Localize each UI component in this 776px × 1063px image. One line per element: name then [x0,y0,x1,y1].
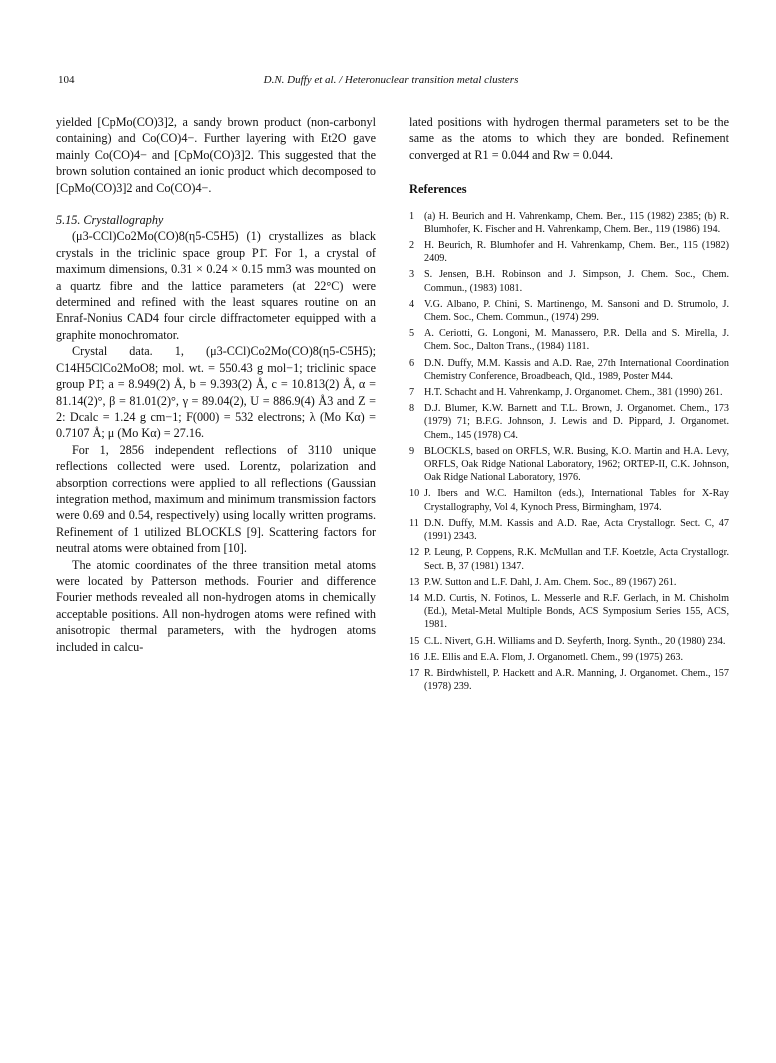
reference-number: 1 [409,210,415,222]
reference-number: 9 [409,445,415,457]
reference-item [409,239,729,265]
reference-text: V.G. Albano, P. Chini, S. Martinengo, M. Sansoni and D. Strumolo, J. Chem. Soc., Chem. Commun., (1974) 299. [424,298,729,324]
reference-text: P. Leung, P. Coppens, R.K. McMullan and T.F. Koetzle, Acta Crystallogr. Sect. B, 37 (1981) 1347. [424,547,729,572]
reference-text: P.W. Sutton and L.F. Dahl, J. Am. Chem. Soc., 89 (1967) 261. [424,576,677,588]
reference-text: J.E. Ellis and E.A. Flom, J. Organometl. Chem., 99 (1975) 263. [424,651,684,663]
reference-number: 15 [409,635,420,647]
body-paragraph: For 1, 2856 independent reflections of 3110 unique reflections collected were used. Lorentz, polarization and absorption corrections were applied to all reflections (Gaussian integration method, maximum and minimum transmission factors were 0.69 and 0.54, respectively) using locally written programs. Refinement of 1 utilized BLOCKLS [9]. Scattering factors for neutral atoms were obtained from [10]. [56,442,376,556]
section-title: 5.15. Crystallography [56,213,164,228]
reference-text: (a) H. Beurich and H. Vahrenkamp, Chem. Ber., 115 (1982) 2385; (b) R. Blumhofer, K. Fischer and H. Vahrenkamp, Chem. Ber., 119 (1986) 194. [424,210,729,235]
reference-item [409,667,729,693]
reference-text: H.T. Schacht and H. Vahrenkamp, J. Organomet. Chem., 381 (1990) 261. [424,387,723,399]
reference-text: H. Beurich, R. Blumhofer and H. Vahrenkamp, Chem. Ber., 115 (1982) 2409. [424,240,729,265]
reference-list [409,210,729,694]
reference-item [409,386,729,399]
reference-item [409,357,729,383]
body-paragraph: The atomic coordinates of the three transition metal atoms were located by Patterson methods. Fourier and difference Fourier methods revealed all non-hydrogen atoms in chemically acceptable positions. All non-hydrogen atoms were refined with anisotropic thermal parameters, with the hydrogen atoms included in calcu- [56,557,376,654]
page-header [56,74,726,92]
reference-number: 4 [409,298,415,310]
reference-item [409,210,729,236]
reference-item [409,546,729,572]
reference-item [409,635,729,648]
reference-number: 8 [409,403,415,415]
reference-item [409,298,729,324]
reference-item [409,517,729,543]
page-number: 104 [58,74,75,86]
reference-number: 5 [409,328,415,340]
reference-item [409,327,729,353]
reference-text: M.D. Curtis, N. Fotinos, L. Messerle and R.F. Gerlach, in M. Chisholm (Ed.), Metal-Metal Multiple Bonds, ACS Symposium Series 155, ACS, 1981. [424,592,729,631]
reference-number: 12 [409,547,420,559]
body-paragraph: yielded [CpMo(CO)3]2, a sandy brown product (non-carbonyl containing) and Co(CO)4−. Further layering with Et2O gave mainly Co(CO)4− and [CpMo(CO)3]2. This suggested that the brown solution contained an ionic product which decomposed to [CpMo(CO)3]2 and Co(CO)4−. [56,115,376,195]
reference-item [409,402,729,442]
references-heading: References [409,182,467,197]
reference-text: D.J. Blumer, K.W. Barnett and T.L. Brown, J. Organomet. Chem., 173 (1979) 71; B.F.G. Johnson, J. Lewis and D. Pippard, J. Organomet. Chem., 145 (1978) C4. [424,403,729,441]
reference-text: D.N. Duffy, M.M. Kassis and A.D. Rae, Acta Crystallogr. Sect. C, 47 (1991) 2343. [424,517,729,543]
reference-item [409,268,729,294]
reference-number: 11 [409,517,419,529]
reference-number: 13 [409,576,420,588]
reference-number: 17 [409,667,420,679]
reference-number: 7 [409,387,415,399]
reference-item [409,487,729,513]
reference-number: 16 [409,651,420,663]
left-column [56,114,376,655]
reference-number: 6 [409,357,415,369]
reference-item [409,592,729,632]
reference-text: D.N. Duffy, M.M. Kassis and A.D. Rae, 27th International Coordination Chemistry Conference, Broadbeach, Qld., 1989, Poster M44. [424,357,729,382]
reference-item [409,576,729,589]
reference-number: 3 [409,269,415,281]
reference-number: 10 [409,488,420,500]
body-paragraph: Crystal data. 1, (μ3-CCl)Co2Mo(CO)8(η5-C5H5); C14H5ClCo2MoO8; mol. wt. = 550.43 g mol−1; triclinic space group P1̄; a = 8.949(2) Å, b = 9.393(2) Å, c = 10.813(2) Å, α = 81.14(2)°, β = 81.01(2)°, γ = 89.04(2), U = 886.9(4) Å3 and Z = 2: Dcalc = 1.24 g cm−1; F(000) = 532 electrons; λ (Mo Kα) = 0.7107 Å; μ (Mo Kα) = 27.16. [56,344,376,441]
reference-item [409,445,729,485]
right-column [409,114,729,696]
reference-text: BLOCKLS, based on ORFLS, W.R. Busing, K.O. Martin and H.A. Levy, ORFLS, Oak Ridge National Laboratory, 1962; ORTEP-II, C.K. Johnson, Oak Ridge National Laboratory, 1976. [424,445,729,484]
running-head: D.N. Duffy et al. / Heteronuclear transition metal clusters [263,74,519,86]
body-paragraph: lated positions with hydrogen thermal parameters set to be the same as the atoms to which they are bonded. Refinement converged at R1 = 0.044 and Rw = 0.044. [409,115,729,162]
reference-text: R. Birdwhistell, P. Hackett and A.R. Manning, J. Organomet. Chem., 157 (1978) 239. [424,667,729,693]
reference-text: A. Ceriotti, G. Longoni, M. Manassero, P.R. Della and S. Mirella, J. Chem. Soc., Dalton Trans., (1984) 1181. [424,328,729,353]
reference-text: J. Ibers and W.C. Hamilton (eds.), International Tables for X-Ray Crystallography, Vol 4, Kynoch Press, Birmingham, 1974. [424,488,729,513]
reference-text: C.L. Nivert, G.H. Williams and D. Seyferth, Inorg. Synth., 20 (1980) 234. [424,635,726,647]
reference-item [409,651,729,664]
reference-text: S. Jensen, B.H. Robinson and J. Simpson, J. Chem. Soc., Chem. Commun., (1983) 1081. [424,269,729,294]
body-paragraph: (μ3-CCl)Co2Mo(CO)8(η5-C5H5) (1) crystallizes as black crystals in the triclinic space group P1̄. For 1, a crystal of maximum dimensions, 0.31 × 0.24 × 0.15 mm3 was mounted on a quartz fibre and the lattice parameters (at 22°C) were determined and refined with the least squares routine on an Enraf-Nonius CAD4 four circle diffractometer equipped with a graphite monochromator. [56,229,376,342]
reference-number: 2 [409,240,415,252]
reference-number: 14 [409,592,420,604]
